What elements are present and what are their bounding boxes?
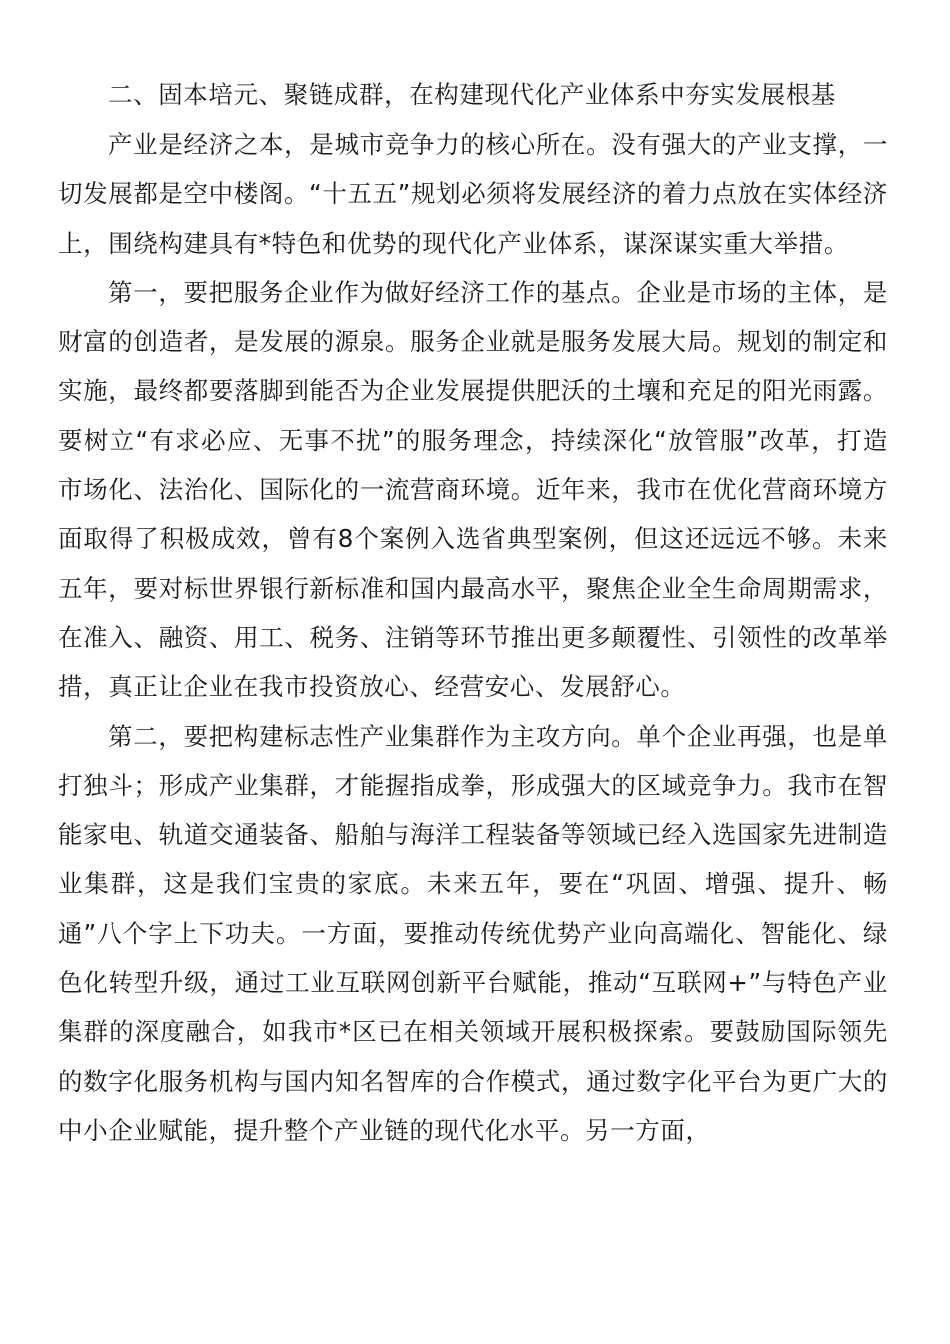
section-heading: 二、固本培元、聚链成群，在构建现代化产业体系中夯实发展根基 — [108, 80, 836, 109]
paragraph-industry-foundation: 产业是经济之本，是城市竞争力的核心所在。没有强大的产业支撑，一切发展都是空中楼阁。“十五五”规划必须将发展经济的着力点放在实体经济上，围绕构建具有*特色和优势的现代化产业体系，谋深谋实重大举措。 — [58, 130, 888, 258]
paragraph-serve-enterprises: 第一，要把服务企业作为做好经济工作的基点。企业是市场的主体，是财富的创造者，是发展的源泉。服务企业就是服务发展大局。规划的制定和实施，最终都要落脚到能否为企业发展提供肥沃的土壤和充足的阳光雨露。要树立“有求必应、无事不扰”的服务理念，持续深化“放管服”改革，打造市场化、法治化、国际化的一流营商环境。近年来，我市在优化营商环境方面取得了积极成效，曾有8个案例入选省典型案例，但这还远远不够。未来五年，要对标世界银行新标准和国内最高水平，聚焦企业全生命周期需求，在准入、融资、用工、税务、注销等环节推出更多颠覆性、引领性的改革举措，真正让企业在我市投资放心、经营安心、发展舒心。 — [58, 277, 888, 702]
paragraph-industrial-clusters: 第二，要把构建标志性产业集群作为主攻方向。单个企业再强，也是单打独斗；形成产业集群，才能握指成拳，形成强大的区域竞争力。我市在智能家电、轨道交通装备、船舶与海洋工程装备等领域已经入选国家先进制造业集群，这是我们宝贵的家底。未来五年，要在“巩固、增强、提升、畅通”八个字上下功夫。一方面，要推动传统优势产业向高端化、智能化、绿色化转型升级，通过工业互联网创新平台赋能，推动“互联网+”与特色产业集群的深度融合，如我市*区已在相关领域开展积极探索。要鼓励国际领先的数字化服务机构与国内知名智库的合作模式，通过数字化平台为更广大的中小企业赋能，提升整个产业链的现代化水平。另一方面， — [58, 721, 888, 1145]
